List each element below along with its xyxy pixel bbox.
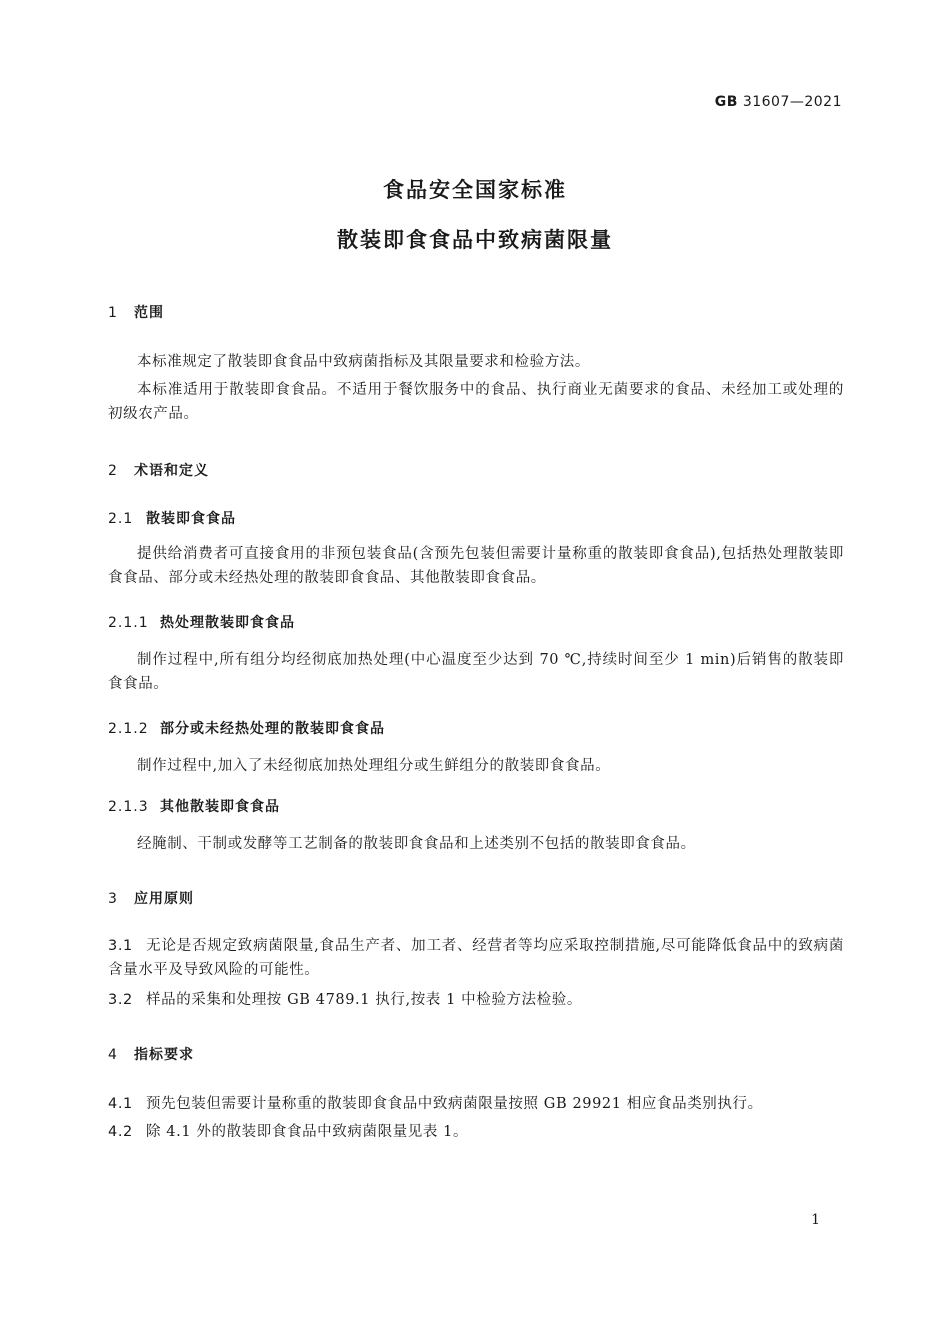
section-2-heading: 2 术语和定义 <box>108 463 209 479</box>
clause-3-1: 3.1 无论是否规定致病菌限量,食品生产者、加工者、经营者等均应采取控制措施,尽可能降低食品中的致病菌含量水平及导致风险的可能性。 <box>108 938 844 978</box>
section-1-heading: 1 范围 <box>108 305 164 321</box>
section-2-1-heading: 2.1 散装即食食品 <box>108 511 236 527</box>
section-2-1-3-heading: 2.1.3 其他散装即食食品 <box>108 799 280 815</box>
standard-code: GB 31607—2021 <box>714 94 842 110</box>
section-1-paragraph-1: 本标准规定了散装即食食品中致病菌指标及其限量要求和检验方法。 <box>137 354 590 370</box>
section-2-1-2-paragraph: 制作过程中,加入了未经彻底加热处理组分或生鲜组分的散装即食食品。 <box>137 758 611 774</box>
title-line-2: 散装即食食品中致病菌限量 <box>337 228 613 252</box>
section-2-1-2-heading: 2.1.2 部分或未经热处理的散装即食食品 <box>108 721 385 737</box>
section-2-1-paragraph: 提供给消费者可直接食用的非预包装食品(含预先包装但需要计量称重的散装即食食品),包括热处理散装即食食品、部分或未经热处理的散装即食食品、其他散装即食食品。 <box>108 546 844 586</box>
section-2-1-1-paragraph: 制作过程中,所有组分均经彻底加热处理(中心温度至少达到 70 ℃,持续时间至少 1 min)后销售的散装即食食品。 <box>108 652 844 692</box>
section-2-1-1-heading: 2.1.1 热处理散装即食食品 <box>108 615 295 631</box>
section-2-1-3-paragraph: 经腌制、干制或发酵等工艺制备的散装即食食品和上述类别不包括的散装即食食品。 <box>137 836 696 852</box>
section-4-heading: 4 指标要求 <box>108 1047 194 1063</box>
clause-4-1: 4.1 预先包装但需要计量称重的散装即食食品中致病菌限量按照 GB 29921 相应食品类别执行。 <box>108 1096 763 1112</box>
title-line-1: 食品安全国家标准 <box>383 178 567 202</box>
clause-4-2: 4.2 除 4.1 外的散装即食食品中致病菌限量见表 1。 <box>108 1124 469 1140</box>
section-1-paragraph-2: 本标准适用于散装即食食品。不适用于餐饮服务中的食品、执行商业无菌要求的食品、未经加工或处理的初级农产品。 <box>108 382 844 422</box>
section-3-heading: 3 应用原则 <box>108 891 194 907</box>
page-number: 1 <box>811 1212 820 1228</box>
clause-3-2: 3.2 样品的采集和处理按 GB 4789.1 执行,按表 1 中检验方法检验。 <box>108 992 582 1008</box>
